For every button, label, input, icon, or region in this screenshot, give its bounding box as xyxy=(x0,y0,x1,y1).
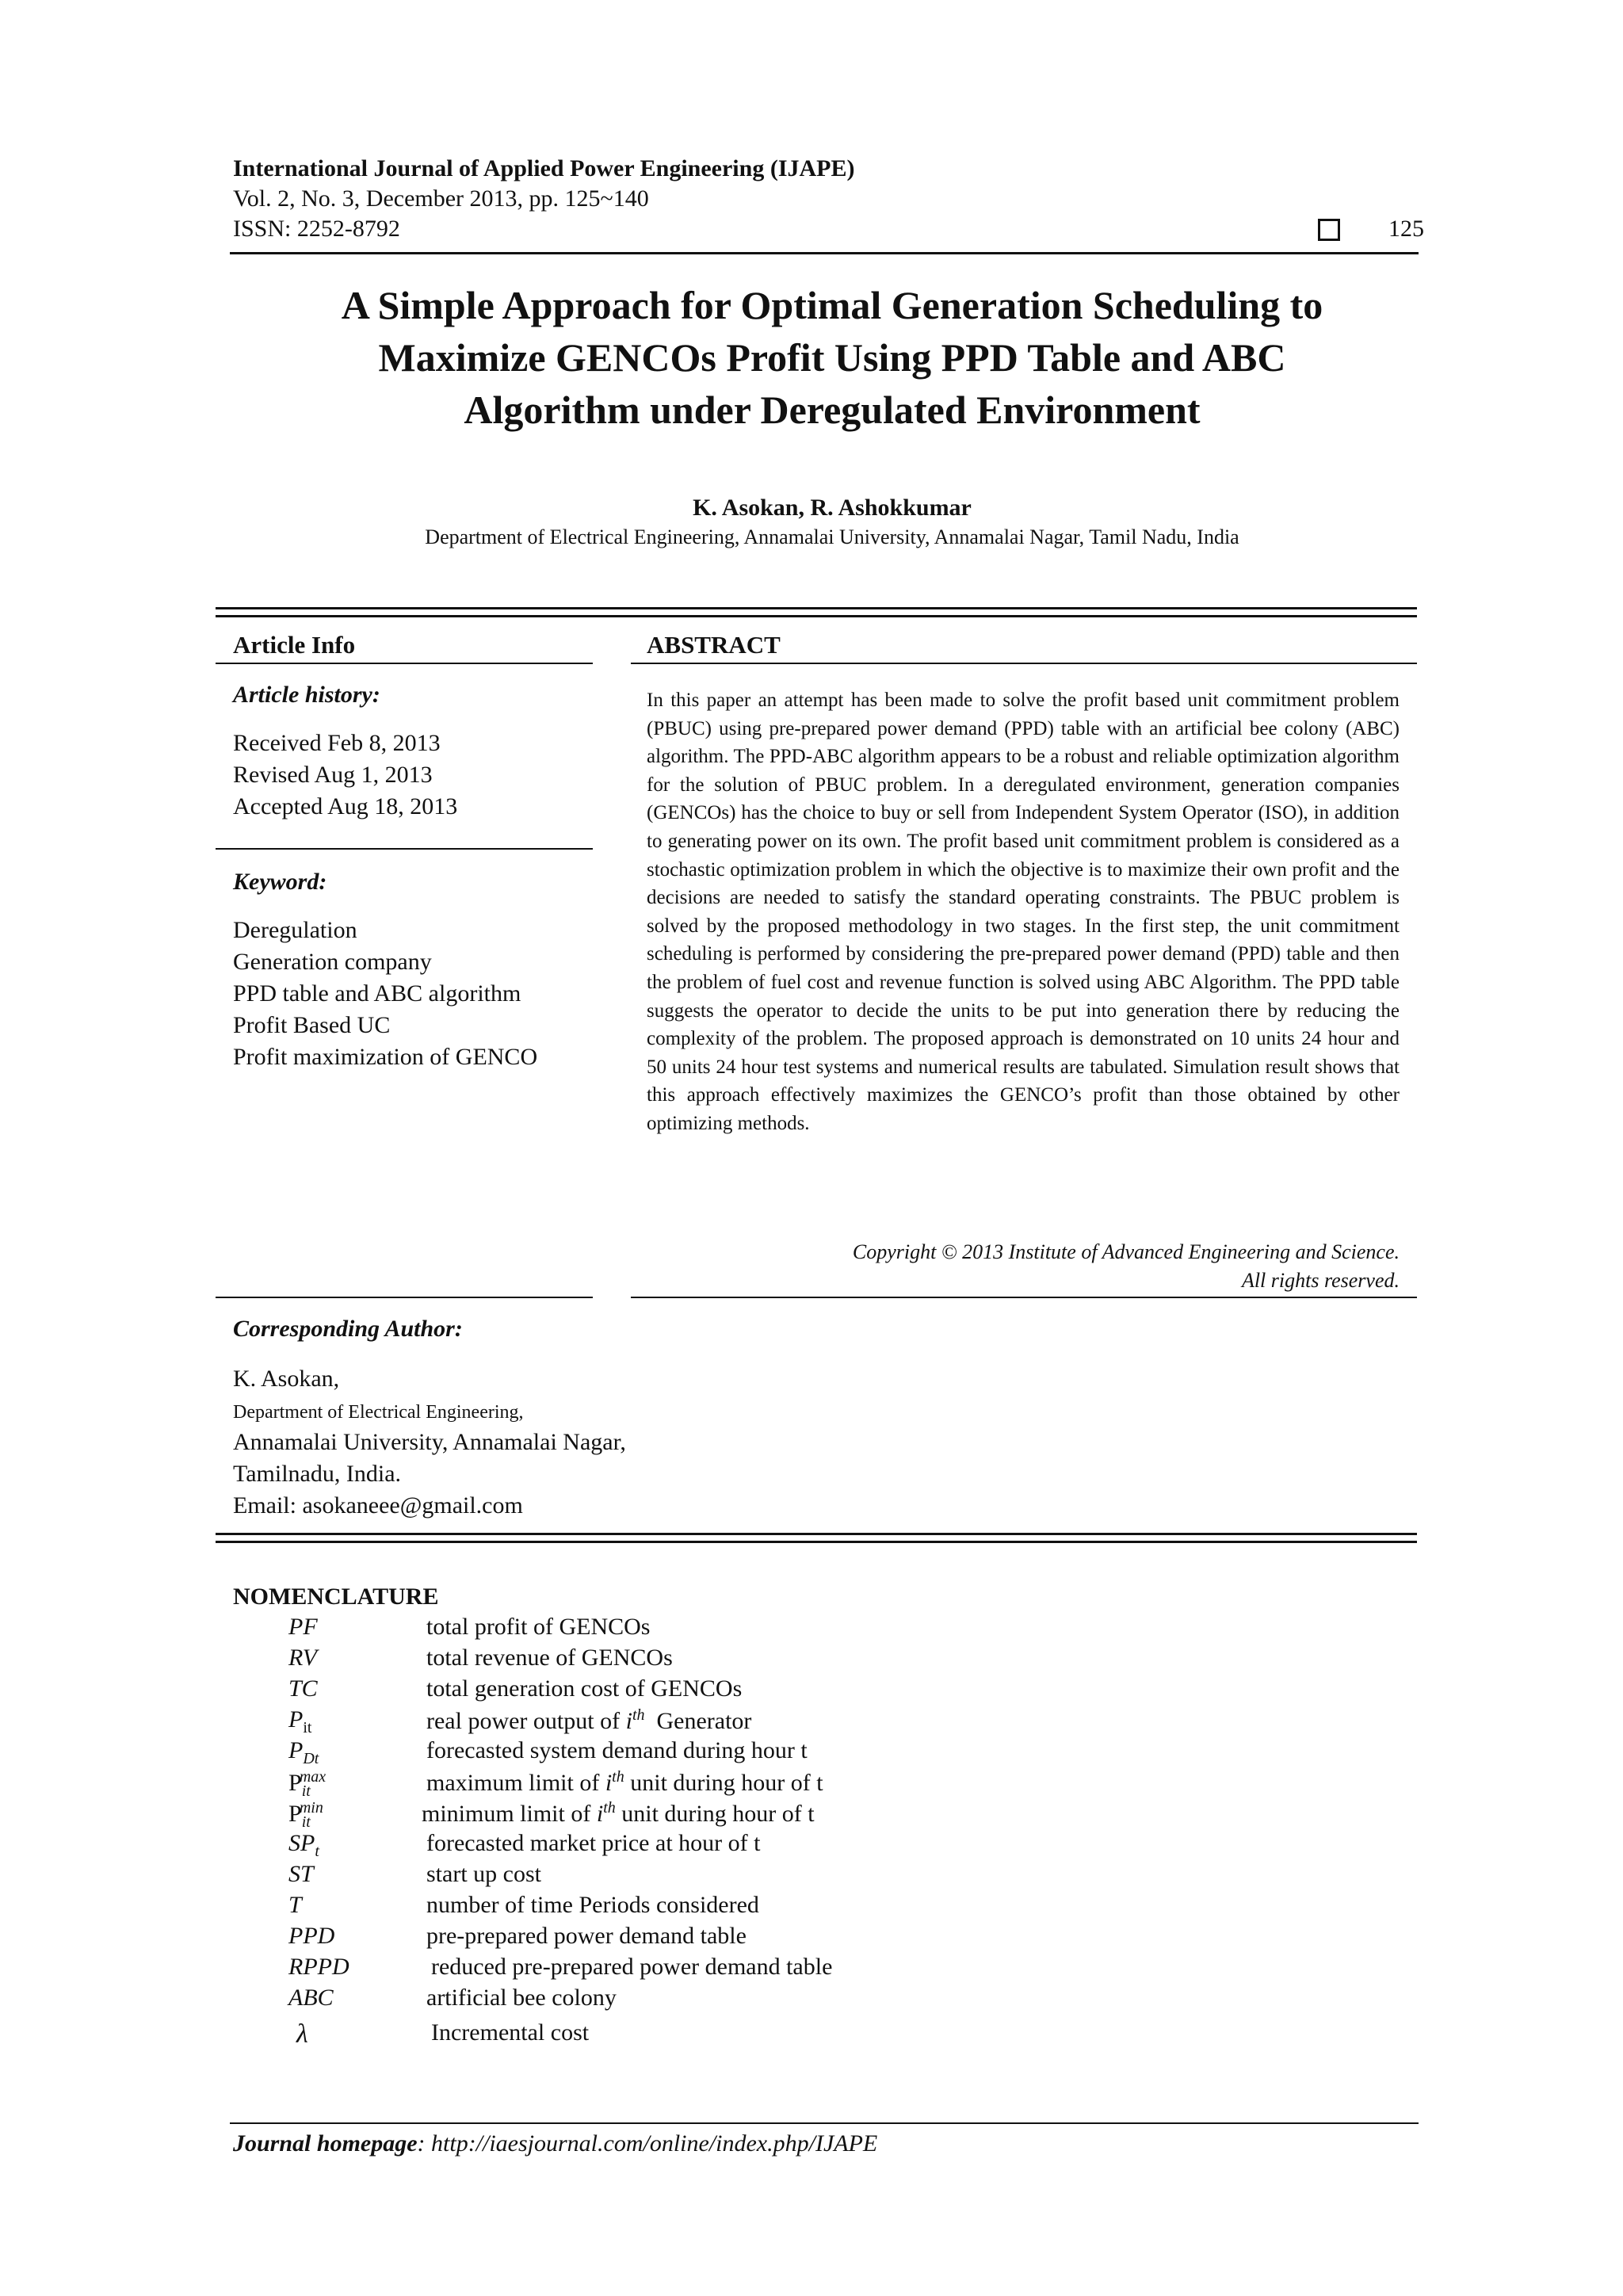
symbol-base: P xyxy=(288,1706,304,1733)
def-sup: th xyxy=(612,1768,624,1786)
def-sup: th xyxy=(632,1706,645,1724)
copyright-line: All rights reserved. xyxy=(1241,1269,1400,1292)
nomenclature-symbol xyxy=(288,1768,407,1801)
def-text: maximum limit of xyxy=(426,1770,600,1796)
keyword-heading: Keyword: xyxy=(233,869,327,895)
symbol-sub: it xyxy=(301,1813,311,1831)
nomenclature-symbol: λ xyxy=(296,2019,308,2049)
abstract-bottom-rule xyxy=(631,1297,1417,1298)
copyright-line: Copyright © 2013 Institute of Advanced Engineering and Science. xyxy=(852,1240,1400,1263)
keyword-list xyxy=(233,915,537,1073)
nomenclature-row xyxy=(0,1645,1623,1676)
nomenclature-row xyxy=(0,1892,1623,1924)
paper-title xyxy=(238,279,1426,436)
nomenclature-symbol: RV xyxy=(288,1645,318,1671)
keyword-item: Generation company xyxy=(233,949,432,975)
nomenclature-definition: Incremental cost xyxy=(431,2019,590,2046)
nomenclature-row xyxy=(0,1923,1623,1954)
keyword-item: PPD table and ABC algorithm xyxy=(233,980,521,1007)
symbol-sub: it xyxy=(301,1782,311,1800)
nomenclature-symbol xyxy=(288,1799,407,1832)
symbol-base: P xyxy=(288,1801,302,1827)
nomenclature-row xyxy=(0,1954,1623,1985)
def-text: unit during hour of t xyxy=(621,1801,815,1827)
def-text: Generator xyxy=(656,1708,752,1734)
symbol-sup: min xyxy=(299,1799,323,1817)
nomenclature-heading: NOMENCLATURE xyxy=(233,1584,439,1610)
nomenclature-symbol: ST xyxy=(288,1861,314,1887)
nomenclature-definition: forecasted market price at hour of t xyxy=(426,1830,761,1856)
symbol-base: SP xyxy=(288,1830,315,1856)
nomenclature-row xyxy=(0,2019,1623,2051)
nomenclature-symbol xyxy=(288,1737,407,1768)
checkbox-square-icon xyxy=(1318,219,1340,241)
nomenclature-definition: total generation cost of GENCOs xyxy=(426,1675,743,1702)
nomenclature-symbol: PF xyxy=(288,1614,318,1640)
journal-issn: ISSN: 2252-8792 xyxy=(233,216,400,242)
nomenclature-row xyxy=(0,1706,1623,1738)
def-text: minimum limit of xyxy=(422,1801,591,1827)
keyword-item: Profit Based UC xyxy=(233,1012,391,1038)
symbol-base: P xyxy=(288,1770,302,1796)
corresponding-heading: Corresponding Author: xyxy=(233,1316,463,1342)
homepage-url[interactable]: : http://iaesjournal.com/online/index.php/IJAPE xyxy=(417,2130,878,2157)
footer-rule xyxy=(230,2122,1419,2124)
nomenclature-symbol: ABC xyxy=(288,1985,334,2011)
nomenclature-symbol: TC xyxy=(288,1675,318,1702)
corresponding-name: K. Asokan, xyxy=(233,1366,340,1392)
corresponding-dept: Department of Electrical Engineering, xyxy=(233,1402,524,1423)
symbol-sup: max xyxy=(299,1768,327,1786)
nomenclature-definition xyxy=(426,1706,751,1735)
nomenclature-symbol: PPD xyxy=(288,1923,335,1949)
double-rule-top xyxy=(216,1533,1417,1535)
abstract-text: In this paper an attempt has been made to solve the profit based unit commitment problem (PBUC) using pre-prepared power demand (PPD) table with an artificial bee colony (ABC) algorithm. The PPD-ABC algorithm appears to be a robust and reliable optimization algorithm for the solution of PBUC problem. In a deregulated environment, generation companies (GENCOs) has the choice to buy or sell from Independent System Operator (ISO), in addition to generating power on its own. The profit based unit commitment problem is considered as a stochastic optimization problem in which the objective is to maximize their own profit and the decisions are needed to satisfy the standard operating constraints. The PBUC problem is solved by the proposed methodology in two stages. In the first step, the unit commitment scheduling is performed by considering the pre-prepared power demand (PPD) table and then the problem of fuel cost and revenue function is solved using ABC Algorithm. The PPD table suggests the operator to decide the units to be put into generation there by reducing the complexity of the problem. The proposed approach is demonstrated on 10 units 24 hour and 50 units 24 hour test systems and numerical results are tabulated. Simulation result shows that this approach effectively maximizes the GENCO’s profit than those obtained by other optimizing methods. xyxy=(647,690,1400,1134)
title-line: A Simple Approach for Optimal Generation Scheduling to xyxy=(341,283,1323,327)
article-info-heading: Article Info xyxy=(233,631,356,659)
journal-name: International Journal of Applied Power Engineering (IJAPE) xyxy=(233,155,855,181)
double-rule-bottom xyxy=(216,1541,1417,1543)
nomenclature-definition: number of time Periods considered xyxy=(426,1892,759,1918)
nomenclature-definition: forecasted system demand during hour t xyxy=(426,1737,808,1763)
def-index: i xyxy=(596,1801,604,1827)
nomenclature-definition xyxy=(422,1799,815,1828)
symbol-sub: it xyxy=(303,1719,312,1736)
symbol-sub: Dt xyxy=(303,1750,319,1767)
homepage-label: Journal homepage xyxy=(233,2130,418,2157)
nomenclature-definition: pre-prepared power demand table xyxy=(426,1923,747,1949)
def-index: i xyxy=(625,1708,632,1734)
def-index: i xyxy=(605,1770,613,1796)
nomenclature-definition: start up cost xyxy=(426,1861,541,1887)
history-item: Received Feb 8, 2013 xyxy=(233,730,441,756)
nomenclature-symbol: T xyxy=(288,1892,302,1918)
nomenclature-definition: artificial bee colony xyxy=(426,1985,617,2011)
symbol-sub: t xyxy=(315,1843,319,1860)
nomenclature-row xyxy=(0,1861,1623,1893)
nomenclature-definition: total revenue of GENCOs xyxy=(426,1645,673,1671)
history-item: Accepted Aug 18, 2013 xyxy=(233,793,458,819)
def-text: unit during hour of t xyxy=(630,1770,823,1796)
abstract-heading: ABSTRACT xyxy=(647,631,781,659)
nomenclature-definition xyxy=(426,1768,823,1797)
nomenclature-definition: reduced pre-prepared power demand table xyxy=(431,1954,833,1980)
article-info-bottom-rule xyxy=(216,1297,593,1298)
affiliation: Department of Electrical Engineering, Annamalai University, Annamalai Nagar, Tamil Nadu, India xyxy=(425,525,1239,548)
title-line: Maximize GENCOs Profit Using PPD Table and ABC xyxy=(378,335,1286,380)
nomenclature-row xyxy=(0,1985,1623,2016)
journal-homepage xyxy=(233,2130,877,2157)
nomenclature-definition: total profit of GENCOs xyxy=(426,1614,651,1640)
abstract-rule xyxy=(631,663,1417,664)
symbol-base: P xyxy=(288,1737,304,1763)
keyword-item: Deregulation xyxy=(233,917,357,943)
nomenclature-row xyxy=(0,1768,1623,1800)
nomenclature-row xyxy=(0,1614,1623,1645)
double-rule-top xyxy=(216,607,1417,609)
page-number: 125 xyxy=(1388,216,1424,242)
nomenclature-row xyxy=(0,1830,1623,1862)
double-rule-bottom xyxy=(216,615,1417,617)
corresponding-location: Tamilnadu, India. xyxy=(233,1461,402,1487)
def-sup: th xyxy=(603,1799,616,1817)
history-heading: Article history: xyxy=(233,682,380,708)
title-line: Algorithm under Deregulated Environment xyxy=(464,388,1201,432)
nomenclature-row xyxy=(0,1799,1623,1831)
nomenclature-row xyxy=(0,1737,1623,1769)
history-item: Revised Aug 1, 2013 xyxy=(233,762,433,788)
corresponding-univ: Annamalai University, Annamalai Nagar, xyxy=(233,1429,626,1455)
history-list xyxy=(233,728,457,823)
article-info-rule xyxy=(216,663,593,664)
history-rule xyxy=(216,848,593,850)
nomenclature-symbol xyxy=(288,1830,407,1861)
copyright-notice xyxy=(647,1238,1400,1295)
authors: K. Asokan, R. Ashokkumar xyxy=(693,495,972,521)
keyword-item: Profit maximization of GENCO xyxy=(233,1044,538,1070)
def-text: real power output of xyxy=(426,1708,621,1734)
nomenclature-row xyxy=(0,1675,1623,1707)
journal-volume: Vol. 2, No. 3, December 2013, pp. 125~140 xyxy=(233,185,649,212)
header-rule xyxy=(230,252,1419,254)
corresponding-email: Email: asokaneee@gmail.com xyxy=(233,1492,523,1519)
nomenclature-symbol: RPPD xyxy=(288,1954,349,1980)
nomenclature-symbol xyxy=(288,1706,407,1737)
